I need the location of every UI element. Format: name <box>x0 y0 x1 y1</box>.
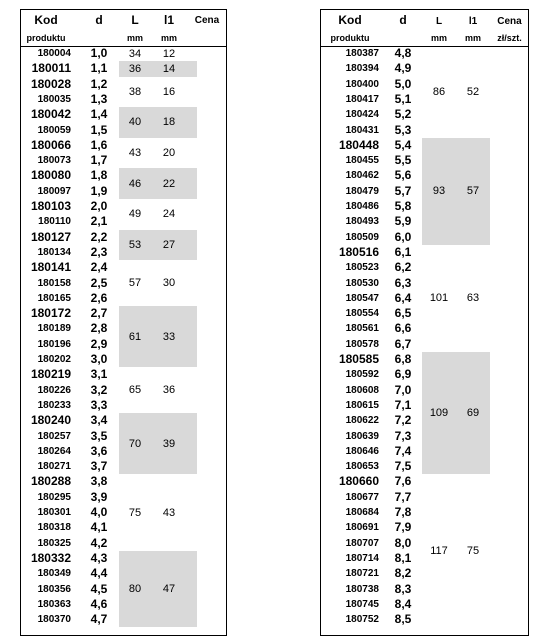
product-code: 180608 <box>345 384 379 396</box>
product-code: 180431 <box>345 124 379 136</box>
diameter-value: 8,5 <box>394 612 412 627</box>
table-row <box>321 474 528 489</box>
length-l1-value: 69 <box>466 407 480 420</box>
table-row <box>21 597 226 612</box>
table-row <box>321 505 528 520</box>
diameter-value: 8,0 <box>394 535 412 550</box>
diameter-value: 4,0 <box>90 505 108 519</box>
diameter-value: 5,8 <box>394 199 412 213</box>
length-L-value: 80 <box>128 583 142 596</box>
diameter-value: 2,6 <box>90 290 108 305</box>
header-cena: Cena <box>497 16 522 27</box>
product-code: 180301 <box>37 507 71 518</box>
length-L-value: 43 <box>128 147 142 160</box>
diameter-value: 6,3 <box>394 275 412 290</box>
product-code: 180516 <box>338 244 379 259</box>
table-row <box>21 413 226 428</box>
table-row <box>321 429 528 444</box>
product-code: 180660 <box>338 474 379 489</box>
product-code: 180011 <box>31 61 71 76</box>
header-kod: Kod <box>34 13 58 27</box>
product-code: 180509 <box>345 231 379 243</box>
table-header <box>21 10 226 47</box>
length-L-value: 70 <box>128 437 142 450</box>
product-code: 180073 <box>37 155 71 167</box>
diameter-value: 7,8 <box>394 505 412 519</box>
diameter-value: 4,8 <box>394 46 412 60</box>
diameter-value: 2,9 <box>90 336 108 351</box>
product-code: 180257 <box>37 430 71 442</box>
diameter-value: 2,1 <box>90 214 108 229</box>
table-rows <box>321 46 528 635</box>
product-code: 180028 <box>30 76 71 91</box>
length-l1-value: 57 <box>466 185 480 198</box>
product-code: 180653 <box>345 461 379 473</box>
product-code: 180141 <box>30 260 71 275</box>
diameter-value: 8,3 <box>394 581 412 596</box>
length-l1-value: 75 <box>466 544 480 557</box>
product-code: 180554 <box>345 308 379 320</box>
product-code: 180592 <box>345 369 379 381</box>
length-L-value: 40 <box>128 116 142 129</box>
product-code: 180707 <box>345 537 379 549</box>
length-l1-value: 18 <box>162 116 176 129</box>
product-code: 180561 <box>345 323 379 335</box>
diameter-value: 6,6 <box>394 321 412 336</box>
product-code: 180745 <box>345 598 379 610</box>
diameter-value: 8,1 <box>394 550 412 565</box>
diameter-value: 3,9 <box>90 489 108 504</box>
header-d: d <box>399 13 407 27</box>
diameter-value: 5,2 <box>394 107 412 122</box>
table-row <box>21 566 226 581</box>
table-row <box>321 214 528 229</box>
diameter-value: 4,4 <box>90 566 108 581</box>
diameter-value: 5,3 <box>394 122 412 137</box>
diameter-value: 6,4 <box>394 290 412 305</box>
product-code: 180370 <box>37 614 71 626</box>
product-code: 180639 <box>345 430 379 442</box>
product-code: 180400 <box>345 78 379 90</box>
length-l1-value: 24 <box>162 208 176 221</box>
length-l1-value: 20 <box>162 147 176 160</box>
length-L-value: 65 <box>128 384 142 397</box>
length-L-value: 109 <box>429 407 449 420</box>
table-row <box>321 107 528 122</box>
product-code: 180714 <box>345 552 379 564</box>
table-row <box>21 536 226 551</box>
table-row <box>321 597 528 612</box>
table-row <box>321 230 528 245</box>
product-code: 180547 <box>345 292 379 304</box>
product-code: 180035 <box>37 93 71 105</box>
table-row <box>321 413 528 428</box>
diameter-value: 4,2 <box>90 535 108 550</box>
diameter-value: 3,3 <box>90 397 108 412</box>
product-code: 180486 <box>345 201 379 212</box>
diameter-value: 3,2 <box>90 382 108 397</box>
table-row <box>21 291 226 306</box>
product-code: 180080 <box>30 168 71 183</box>
product-code: 180585 <box>338 352 379 366</box>
diameter-value: 6,9 <box>394 367 412 382</box>
table-row <box>321 61 528 76</box>
diameter-value: 5,5 <box>394 153 412 168</box>
diameter-value: 4,7 <box>90 612 108 627</box>
length-L-value: 49 <box>128 208 142 221</box>
length-l1-value: 39 <box>162 437 176 450</box>
product-code: 180097 <box>37 185 71 197</box>
product-table-left <box>20 9 227 636</box>
table-row <box>321 306 528 321</box>
table-row <box>21 168 226 183</box>
header-kod-sub: produktu <box>26 33 66 43</box>
product-code: 180127 <box>30 229 71 244</box>
diameter-value: 3,6 <box>90 443 108 458</box>
product-code: 180523 <box>345 262 379 274</box>
diameter-value: 4,6 <box>90 596 108 611</box>
product-code: 180059 <box>37 124 71 136</box>
product-code: 180042 <box>30 107 71 122</box>
product-code: 180493 <box>345 216 379 228</box>
diameter-value: 1,2 <box>90 76 108 91</box>
table-row <box>321 168 528 183</box>
table-row <box>321 291 528 306</box>
table-row <box>21 367 226 382</box>
diameter-value: 5,0 <box>394 76 412 91</box>
diameter-value: 2,7 <box>90 306 108 321</box>
table-row <box>321 123 528 138</box>
table-row <box>21 321 226 336</box>
diameter-value: 2,0 <box>90 199 108 213</box>
product-code: 180530 <box>345 277 379 289</box>
table-row <box>321 383 528 398</box>
product-code: 180288 <box>30 474 71 489</box>
diameter-value: 1,3 <box>90 91 108 106</box>
diameter-value: 2,5 <box>90 275 108 290</box>
table-row <box>321 520 528 535</box>
length-l1-value: 43 <box>162 506 176 519</box>
diameter-value: 5,9 <box>394 214 412 229</box>
diameter-value: 6,1 <box>394 244 412 259</box>
table-row <box>21 46 226 61</box>
table-header <box>321 10 528 47</box>
diameter-value: 1,1 <box>90 61 108 76</box>
product-table-right <box>320 9 529 636</box>
diameter-value: 6,0 <box>394 229 412 244</box>
table-row <box>21 398 226 413</box>
product-code: 180264 <box>37 445 71 457</box>
length-l1-value: 33 <box>162 330 176 343</box>
diameter-value: 6,7 <box>394 336 412 351</box>
table-row <box>321 398 528 413</box>
diameter-value: 7,5 <box>394 459 412 474</box>
table-row <box>21 352 226 367</box>
product-code: 180684 <box>345 507 379 518</box>
table-row <box>21 490 226 505</box>
product-code: 180615 <box>345 399 379 411</box>
length-l1-value: 16 <box>162 85 176 98</box>
table-row <box>21 520 226 535</box>
product-code: 180158 <box>37 277 71 289</box>
diameter-value: 1,4 <box>90 107 108 122</box>
diameter-value: 1,8 <box>90 168 108 183</box>
table-row <box>321 46 528 61</box>
product-code: 180479 <box>345 185 379 197</box>
product-code: 180332 <box>30 550 71 565</box>
length-l1-value: 63 <box>466 292 480 305</box>
table-row <box>321 153 528 168</box>
diameter-value: 2,4 <box>90 260 108 275</box>
product-code: 180325 <box>37 537 71 549</box>
diameter-value: 3,4 <box>90 413 108 428</box>
table-row <box>21 123 226 138</box>
product-code: 180752 <box>345 614 379 626</box>
product-code: 180202 <box>37 354 71 365</box>
header-L-unit: mm <box>430 33 447 43</box>
table-row <box>321 444 528 459</box>
table-row <box>321 582 528 597</box>
diameter-value: 1,0 <box>90 46 108 60</box>
table-row <box>321 459 528 474</box>
diameter-value: 5,7 <box>394 183 412 198</box>
diameter-value: 4,5 <box>90 581 108 596</box>
diameter-value: 7,9 <box>394 520 412 535</box>
table-row <box>321 352 528 367</box>
table-row <box>321 245 528 260</box>
product-code: 180110 <box>38 216 71 228</box>
diameter-value: 1,6 <box>90 137 108 152</box>
header-d: d <box>95 13 103 27</box>
product-code: 180172 <box>30 306 71 321</box>
header-kod-sub: produktu <box>330 33 370 43</box>
header-l1: l1 <box>163 13 174 27</box>
product-code: 180363 <box>37 598 71 610</box>
table-row <box>321 77 528 92</box>
diameter-value: 3,7 <box>90 459 108 474</box>
product-code: 180165 <box>37 292 71 304</box>
product-code: 180103 <box>30 199 71 213</box>
diameter-value: 3,8 <box>90 474 108 489</box>
length-l1-value: 52 <box>466 85 480 98</box>
length-L-value: 38 <box>128 85 142 98</box>
product-code: 180004 <box>37 48 71 59</box>
table-row <box>321 367 528 382</box>
diameter-value: 7,3 <box>394 428 412 443</box>
length-L-value: 61 <box>128 330 142 343</box>
length-l1-value: 27 <box>162 238 176 251</box>
table-row <box>21 383 226 398</box>
header-L-unit: mm <box>126 33 143 43</box>
table-row <box>21 230 226 245</box>
length-L-value: 101 <box>429 292 449 305</box>
table-row <box>21 214 226 229</box>
product-code: 180646 <box>345 445 379 457</box>
diameter-value: 7,0 <box>394 382 412 397</box>
length-L-value: 93 <box>432 185 446 198</box>
diameter-value: 2,8 <box>90 321 108 336</box>
table-row <box>21 138 226 153</box>
diameter-value: 1,5 <box>90 122 108 137</box>
length-l1-value: 14 <box>162 62 176 75</box>
table-row <box>21 260 226 275</box>
diameter-value: 1,9 <box>90 183 108 198</box>
diameter-value: 7,1 <box>394 397 412 412</box>
table-row <box>21 77 226 92</box>
product-code: 180189 <box>37 323 71 335</box>
table-row <box>321 337 528 352</box>
diameter-value: 7,2 <box>394 413 412 428</box>
diameter-value: 1,7 <box>90 153 108 168</box>
length-L-value: 117 <box>430 544 448 557</box>
product-code: 180349 <box>37 568 71 580</box>
length-l1-value: 22 <box>162 177 176 190</box>
length-l1-value: 47 <box>162 583 176 596</box>
table-row <box>21 505 226 520</box>
table-row <box>21 61 226 76</box>
product-code: 180622 <box>345 415 379 427</box>
table-row <box>21 459 226 474</box>
product-code: 180233 <box>37 399 71 411</box>
diameter-value: 3,0 <box>90 352 108 366</box>
header-cena-unit: zł/szt. <box>497 33 522 43</box>
product-code: 180677 <box>345 491 379 503</box>
length-L-value: 34 <box>128 47 142 60</box>
header-cena: Cena <box>194 15 220 26</box>
product-code: 180318 <box>37 522 71 534</box>
diameter-value: 7,4 <box>394 443 412 458</box>
product-code: 180134 <box>37 246 71 258</box>
table-row <box>321 536 528 551</box>
product-code: 180448 <box>338 137 379 152</box>
product-code: 180691 <box>345 522 379 534</box>
product-code: 180240 <box>30 413 71 428</box>
product-code: 180356 <box>37 583 71 595</box>
header-l1: l1 <box>468 16 478 27</box>
table-row <box>321 138 528 153</box>
diameter-value: 5,6 <box>394 168 412 183</box>
diameter-value: 7,6 <box>394 474 412 489</box>
diameter-value: 4,9 <box>394 61 412 76</box>
table-row <box>21 337 226 352</box>
header-L: L <box>435 16 443 27</box>
table-row <box>321 612 528 627</box>
header-l1-unit: mm <box>464 33 481 43</box>
table-row <box>21 199 226 214</box>
product-code: 180196 <box>37 338 71 350</box>
table-row <box>321 551 528 566</box>
product-code: 180578 <box>345 338 379 350</box>
product-code: 180387 <box>345 48 379 59</box>
diameter-value: 2,3 <box>90 244 108 259</box>
product-code: 180219 <box>30 367 71 382</box>
diameter-value: 6,5 <box>394 306 412 321</box>
diameter-value: 5,1 <box>394 91 412 106</box>
diameter-value: 3,1 <box>90 367 108 382</box>
table-row <box>21 582 226 597</box>
table-row <box>321 92 528 107</box>
diameter-value: 8,4 <box>394 596 412 611</box>
table-row <box>21 276 226 291</box>
table-row <box>21 444 226 459</box>
length-L-value: 57 <box>128 277 142 290</box>
diameter-value: 6,8 <box>394 352 412 366</box>
table-row <box>21 107 226 122</box>
product-code: 180066 <box>30 137 71 152</box>
length-l1-value: 36 <box>162 384 176 397</box>
table-row <box>321 184 528 199</box>
table-row <box>21 92 226 107</box>
product-code: 180721 <box>345 568 379 580</box>
table-rows <box>21 46 226 635</box>
header-kod: Kod <box>338 13 362 27</box>
header-l1-unit: mm <box>160 33 177 43</box>
product-code: 180295 <box>37 491 71 503</box>
product-code: 180226 <box>37 384 71 396</box>
product-code: 180417 <box>345 93 379 105</box>
length-l1-value: 30 <box>162 277 176 290</box>
length-l1-value: 12 <box>162 47 176 60</box>
table-row <box>21 306 226 321</box>
table-row <box>321 490 528 505</box>
table-row <box>21 153 226 168</box>
product-code: 180455 <box>345 155 379 167</box>
table-row <box>321 321 528 336</box>
table-row <box>21 474 226 489</box>
table-row <box>321 199 528 214</box>
product-code: 180738 <box>345 583 379 595</box>
diameter-value: 7,7 <box>394 489 412 504</box>
table-row <box>21 551 226 566</box>
diameter-value: 6,2 <box>394 260 412 275</box>
length-L-value: 86 <box>432 85 446 98</box>
table-row <box>21 245 226 260</box>
length-L-value: 75 <box>128 506 142 519</box>
table-row <box>21 429 226 444</box>
product-code: 180424 <box>345 109 379 121</box>
product-code: 180394 <box>345 63 379 75</box>
table-row <box>21 612 226 627</box>
diameter-value: 2,2 <box>90 229 108 244</box>
header-L: L <box>131 13 139 27</box>
length-L-value: 46 <box>128 177 142 190</box>
diameter-value: 5,4 <box>394 137 412 152</box>
diameter-value: 3,5 <box>90 428 108 443</box>
diameter-value: 4,1 <box>90 520 108 535</box>
table-row <box>321 260 528 275</box>
product-code: 180271 <box>37 461 71 473</box>
table-row <box>21 184 226 199</box>
product-code: 180462 <box>345 170 379 182</box>
length-L-value: 36 <box>128 62 142 75</box>
diameter-value: 4,3 <box>90 550 108 565</box>
diameter-value: 8,2 <box>394 566 412 581</box>
table-row <box>321 566 528 581</box>
length-L-value: 53 <box>128 238 142 251</box>
table-row <box>321 276 528 291</box>
